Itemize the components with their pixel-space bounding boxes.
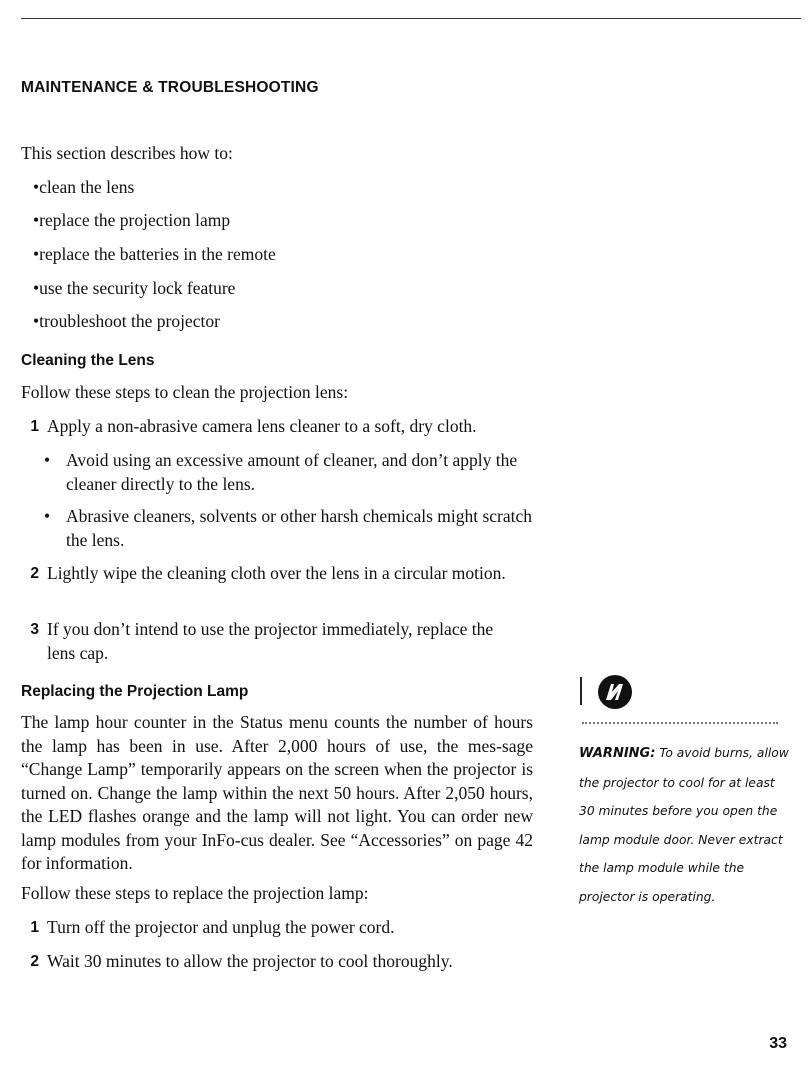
warning-label: WARNING: <box>579 746 656 761</box>
sidebar-dotted-rule <box>582 722 778 724</box>
step-text: Apply a non-abrasive camera lens cleaner to a soft, dry cloth. <box>47 416 477 436</box>
step-text: If you don’t intend to use the projector immediately, replace the lens cap. <box>47 619 494 663</box>
step-text: Lightly wipe the cleaning cloth over the lens in a circular motion. <box>47 563 506 583</box>
intro-text: This section describes how to: <box>21 143 233 163</box>
sub-bullet-text: Avoid using an excessive amount of cleaner, and don’t apply the cleaner directly to the lens. <box>66 450 518 494</box>
warning-note <box>579 739 794 912</box>
page-number: 33 <box>769 1035 787 1052</box>
top-rule <box>21 18 801 19</box>
warning-logo-icon <box>597 674 633 710</box>
sub-bullet-text: Abrasive cleaners, solvents or other harsh chemicals might scratch the lens. <box>66 506 533 550</box>
section-title: MAINTENANCE & TROUBLESHOOTING <box>21 79 319 96</box>
step-number: 2 <box>30 565 39 582</box>
warning-text: To avoid burns, allow the projector to cool for at least 30 minutes before you open the lamp module door. Never extract the lamp module while the projector is operating. <box>579 746 789 904</box>
bullet-dot: • <box>44 450 51 470</box>
topic-item: •replace the projection lamp <box>33 210 231 230</box>
step-number: 3 <box>30 621 39 638</box>
cleaning-intro: Follow these steps to clean the projection lens: <box>21 382 349 402</box>
topic-item: •clean the lens <box>33 177 135 197</box>
step-text: Turn off the projector and unplug the power cord. <box>47 917 395 937</box>
step-number: 2 <box>30 953 39 970</box>
lamp-paragraph: The lamp hour counter in the Status menu counts the number of hours the lamp has been in use. After 2,000 hours of use, the mes-sage “Change Lamp” temporarily appears on the screen when the projector is turned on. Change the lamp within the next 50 hours. After 2,050 hours, the LED flashes orange and the lamp will not light. You can order new lamp modules from your InFo-cus dealer. See “Accessories” on page 42 for information. <box>21 712 533 873</box>
sidebar-margin-bar <box>580 677 582 705</box>
topic-item: •troubleshoot the projector <box>33 311 220 331</box>
lamp-heading: Replacing the Projection Lamp <box>21 683 249 700</box>
topic-item: •replace the batteries in the remote <box>33 244 276 264</box>
topic-item: •use the security lock feature <box>33 278 236 298</box>
step-number: 1 <box>30 919 39 936</box>
lamp-intro: Follow these steps to replace the projection lamp: <box>21 883 369 903</box>
bullet-dot: • <box>44 506 51 526</box>
cleaning-heading: Cleaning the Lens <box>21 352 155 369</box>
step-text: Wait 30 minutes to allow the projector to cool thoroughly. <box>47 951 453 971</box>
step-number: 1 <box>30 418 39 435</box>
